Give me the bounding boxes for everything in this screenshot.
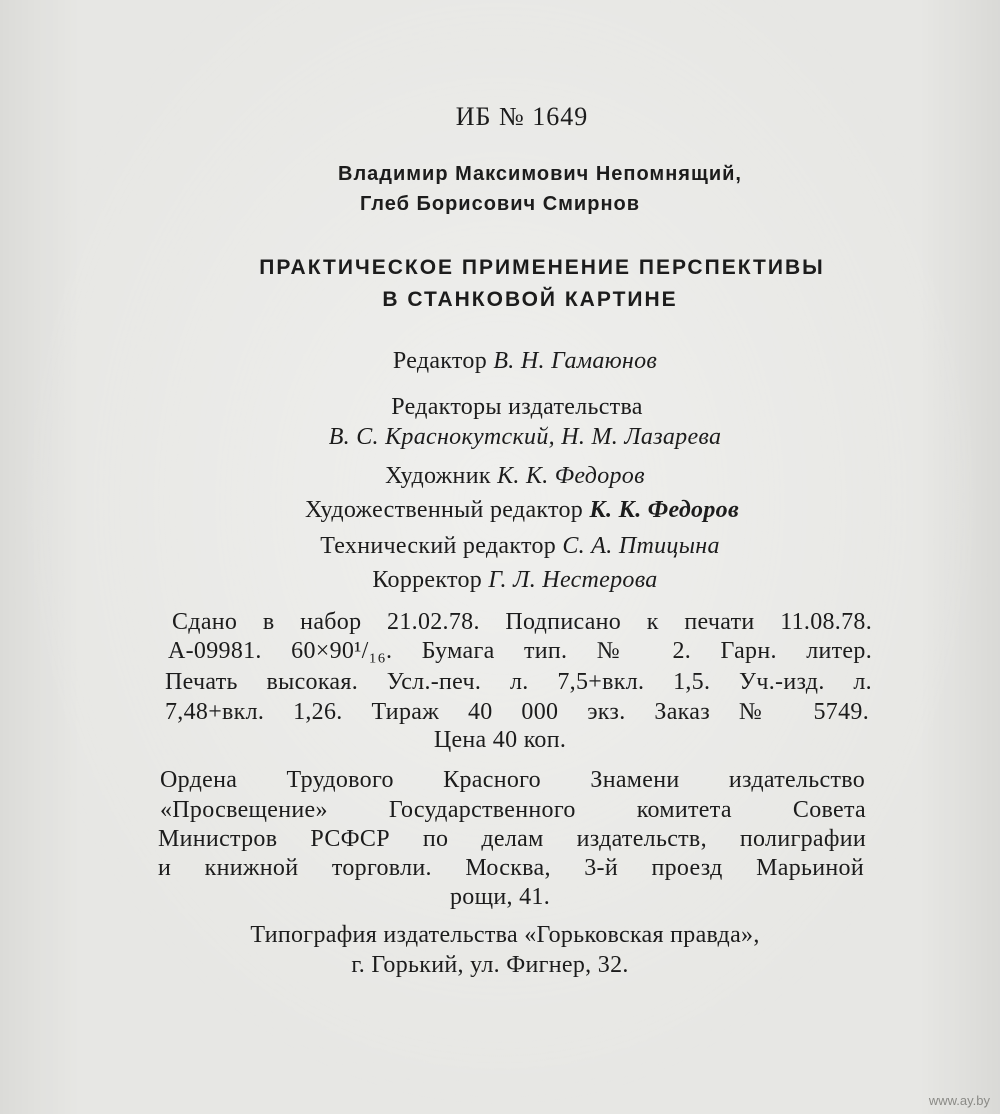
editor-credit <box>25 349 1000 373</box>
publisher-line-3: Министров РСФСР по делам издательств, полиграфии <box>158 826 866 852</box>
proofreader-name: Г. Л. Нестерова <box>488 567 658 593</box>
artist-name: К. К. Федоров <box>497 463 645 489</box>
proofreader-label: Корректор <box>372 567 483 593</box>
publisher-line-2: «Просвещение» Государственного комитета Совета <box>160 797 866 823</box>
art-editor-credit <box>22 498 1000 522</box>
publishing-editors-names: В. С. Краснокутский, Н. М. Лазарева <box>328 424 722 450</box>
printer-line-1: Типография издательства «Горьковская правда», <box>250 922 760 948</box>
art-editor-label: Художественный редактор <box>305 497 584 523</box>
imprint-line-4: 7,48+вкл. 1,26. Тираж 40 000 экз. Заказ № 5749. <box>165 699 869 725</box>
ib-number: ИБ № 1649 <box>455 102 589 131</box>
publishing-editors-label: Редакторы издательства <box>391 394 643 420</box>
author-line-2: Глеб Борисович Смирнов <box>359 193 641 215</box>
artist-label: Художник <box>385 463 491 489</box>
imprint-line-2: А-09981. 60×90¹/₁₆. Бумага тип. № 2. Гарн. литер. <box>168 638 872 664</box>
art-editor-name: К. К. Федоров <box>589 497 739 523</box>
imprint-line-3: Печать высокая. Усл.-печ. л. 7,5+вкл. 1,5. Уч.-изд. л. <box>165 669 872 695</box>
price: Цена 40 коп. <box>433 727 567 753</box>
editor-label: Редактор <box>392 348 488 374</box>
tech-editor-label: Технический редактор <box>320 533 557 559</box>
imprint-line-1: Сдано в набор 21.02.78. Подписано к печати 11.08.78. <box>172 609 872 635</box>
proofreader-credit <box>15 568 1000 592</box>
publisher-line-1: Ордена Трудового Красного Знамени издательство <box>160 767 865 793</box>
printer-line-2: г. Горький, ул. Фигнер, 32. <box>351 952 629 978</box>
author-line-1: Владимир Максимович Непомнящий, <box>338 163 742 185</box>
book-title-line-2: В СТАНКОВОЙ КАРТИНЕ <box>382 288 678 311</box>
watermark: www.ay.by <box>928 1093 990 1108</box>
book-title-line-1: ПРАКТИЧЕСКОЕ ПРИМЕНЕНИЕ ПЕРСПЕКТИВЫ <box>259 256 825 279</box>
publisher-line-5: рощи, 41. <box>449 884 551 910</box>
artist-credit <box>15 464 1000 488</box>
tech-editor-name: С. А. Птицына <box>562 533 720 559</box>
tech-editor-credit <box>20 534 1000 558</box>
publisher-line-4: и книжной торговли. Москва, 3-й проезд Марьиной <box>158 855 864 881</box>
editor-name: В. Н. Гамаюнов <box>493 348 658 374</box>
